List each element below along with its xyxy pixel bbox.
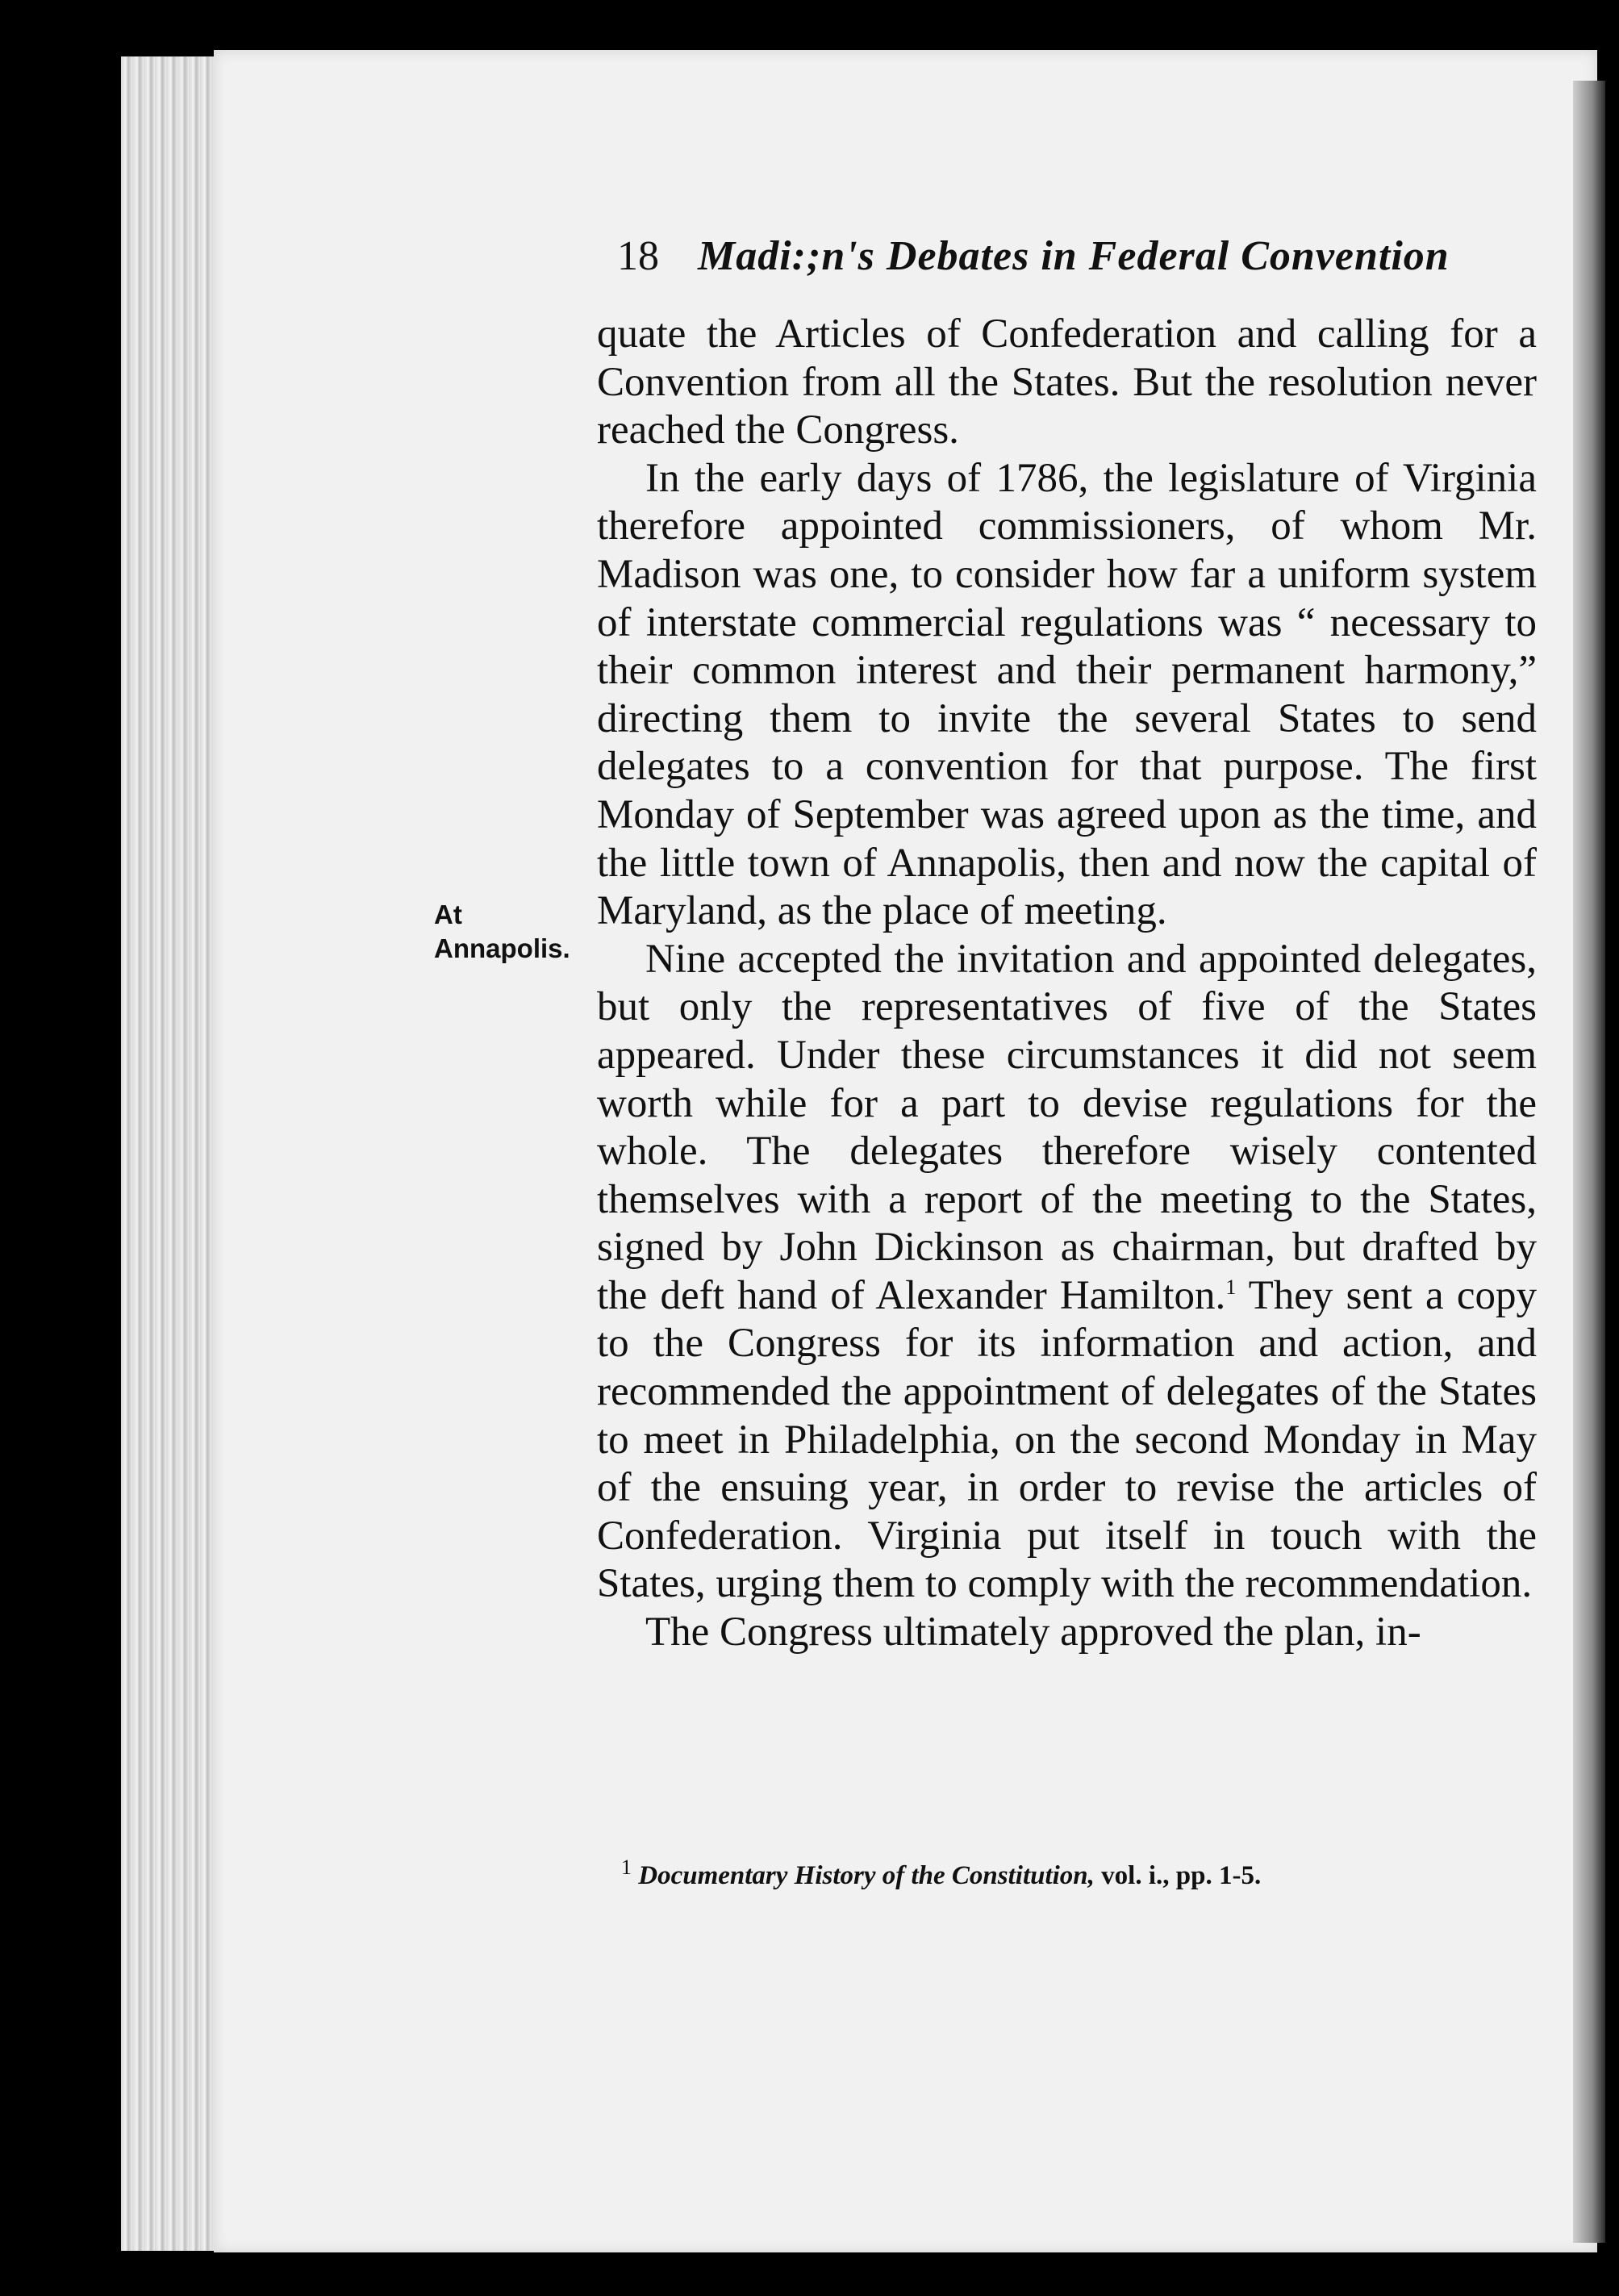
footnote [621, 1858, 1525, 1893]
marginal-note [434, 898, 595, 966]
footnote-marker: 1 [621, 1856, 632, 1879]
footnote-reference: 1 [1225, 1275, 1237, 1299]
marginal-note-line-2: Annapolis. [434, 933, 570, 963]
body-text [597, 311, 1537, 1657]
paragraph-nine-accepted-part-2: They sent a copy to the Congress for its information and action, and recommended the appointment of delegates of the States to meet in Philadelphia, on the second Monday in May of the ensuing year, in order to revise the articles of Confederation. Virginia put itself in touch with the States, urging them to comply with the recommendation. [597, 1272, 1538, 1607]
page-number: 18 [617, 233, 659, 279]
paragraph-nine-accepted [597, 936, 1537, 1609]
running-head [617, 224, 1504, 289]
page-edges [121, 56, 226, 2251]
paragraph-congress-approved: The Congress ultimately approved the plan, in- [645, 1609, 1421, 1655]
footnote-title: Documentary History of the Constitution, [638, 1861, 1095, 1890]
page-gutter-shadow [1573, 81, 1605, 2243]
paragraph-continued: quate the Articles of Confederation and calling for a Convention from all the States. But the resolution never reached the Congress. [597, 311, 1537, 453]
paragraph-1786: In the early days of 1786, the legislature of Virginia therefore appointed commissioners, of whom Mr. Madison was one, to consider how far a uniform system of interstate commercial regulations was “ necessary to their common interest and their permanent harmony,” directing them to invite the several States to send delegates to a convention for that purpose. The first Monday of September was agreed upon as the time, and the little town of Annapolis, then and now the capital of Maryland, as the place of meeting. [597, 455, 1537, 934]
marginal-note-line-1: At [434, 900, 462, 929]
running-title: Madi:;n's Debates in Federal Convention [698, 233, 1450, 279]
paragraph-nine-accepted-part-1: Nine accepted the invitation and appointed delegates, but only the representatives of five of the States appeared. Under these circumstances it did not seem worth while for a part to devise regulations for the whole. The delegates therefore wisely contented themselves with a report of the meeting to the States, signed by John Dickinson as chairman, but drafted by the deft hand of Alexander Hamilton. [597, 936, 1537, 1318]
footnote-citation: vol. i., pp. 1-5. [1094, 1861, 1262, 1890]
